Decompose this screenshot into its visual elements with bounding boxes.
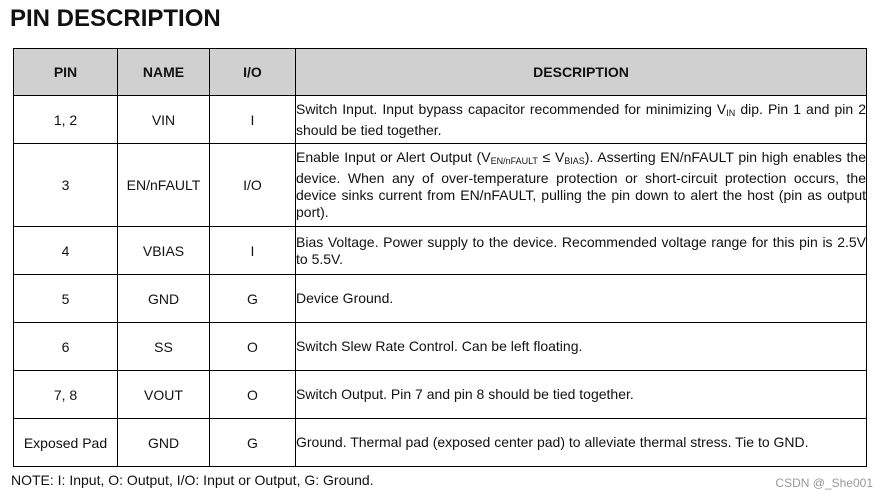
- io-cell: I: [210, 96, 296, 144]
- table-row: [14, 96, 867, 144]
- io-cell: O: [210, 323, 296, 371]
- name-cell: VIN: [118, 96, 210, 144]
- pin-description-table: [13, 48, 867, 467]
- table-row: [14, 419, 867, 467]
- description-cell: Ground. Thermal pad (exposed center pad) to alleviate thermal stress. Tie to GND.: [296, 419, 867, 467]
- table-header-row: [14, 49, 867, 96]
- pin-cell: 3: [14, 144, 118, 227]
- name-cell: EN/nFAULT: [118, 144, 210, 227]
- pin-cell: 7, 8: [14, 371, 118, 419]
- table-row: [14, 227, 867, 275]
- header-pin: PIN: [14, 49, 118, 96]
- description-cell: Device Ground.: [296, 275, 867, 323]
- pin-cell: 6: [14, 323, 118, 371]
- description-cell: Bias Voltage. Power supply to the device. Recommended voltage range for this pin is 2.5V to 5.5V.: [296, 227, 867, 275]
- io-cell: I: [210, 227, 296, 275]
- pin-cell: 1, 2: [14, 96, 118, 144]
- pin-cell: 5: [14, 275, 118, 323]
- table-row: [14, 371, 867, 419]
- description-cell: Switch Slew Rate Control. Can be left floating.: [296, 323, 867, 371]
- table-row: [14, 275, 867, 323]
- name-cell: VOUT: [118, 371, 210, 419]
- description-cell: Switch Output. Pin 7 and pin 8 should be tied together.: [296, 371, 867, 419]
- header-name: NAME: [118, 49, 210, 96]
- io-cell: G: [210, 275, 296, 323]
- watermark: CSDN @_She001: [775, 476, 873, 490]
- header-io: I/O: [210, 49, 296, 96]
- name-cell: SS: [118, 323, 210, 371]
- name-cell: GND: [118, 419, 210, 467]
- name-cell: VBIAS: [118, 227, 210, 275]
- io-cell: I/O: [210, 144, 296, 227]
- table-row: [14, 144, 867, 227]
- pin-cell: Exposed Pad: [14, 419, 118, 467]
- io-cell: G: [210, 419, 296, 467]
- pin-cell: 4: [14, 227, 118, 275]
- header-description: DESCRIPTION: [296, 49, 867, 96]
- description-cell: Enable Input or Alert Output $(V_{EN/nFAULT} \le V_{BIAS})$. Asserting EN/nFAULT pin high enables the device. When any of over-temperature protection or short-circuit protection occurs, the device sinks current from EN/nFAULT, pulling the pin down to alert the host (pin as output port).: [296, 144, 867, 227]
- table-note: NOTE: I: Input, O: Output, I/O: Input or Output, G: Ground.: [11, 472, 374, 488]
- name-cell: GND: [118, 275, 210, 323]
- io-cell: O: [210, 371, 296, 419]
- description-cell: Switch Input. Input bypass capacitor recommended for minimizing $V_{IN}$ dip. Pin 1 and pin 2 should be tied together.: [296, 96, 867, 144]
- page-title: PIN DESCRIPTION: [10, 5, 221, 32]
- table-row: [14, 323, 867, 371]
